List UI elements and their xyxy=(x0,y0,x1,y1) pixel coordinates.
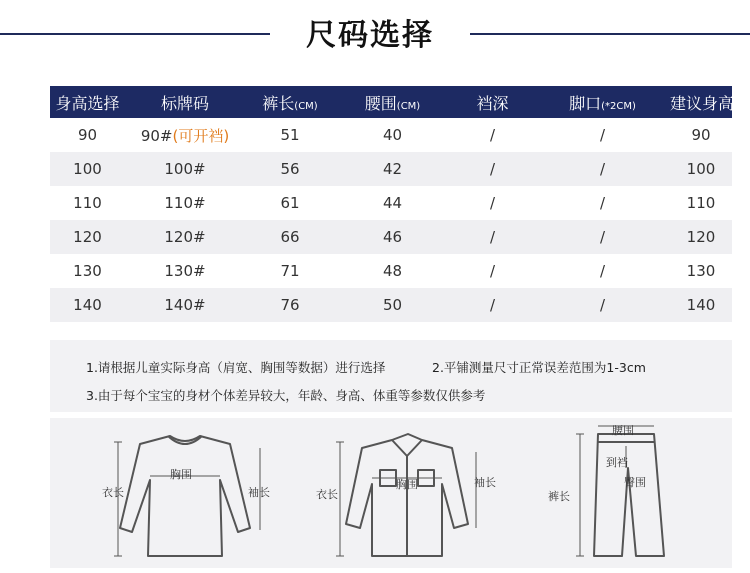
col-header-crotch: 裆深 xyxy=(476,93,509,113)
cell-suggest: 110 xyxy=(686,194,716,212)
cell-height: 120 xyxy=(73,228,102,246)
cell-crotch: / xyxy=(489,296,496,314)
sweater-length-label: 衣长 xyxy=(102,486,124,499)
cell-crotch: / xyxy=(489,126,496,144)
cell-hem: / xyxy=(599,194,606,212)
cell-waist: 44 xyxy=(382,194,403,212)
size-table xyxy=(50,86,735,322)
cell-waist: 48 xyxy=(382,262,403,280)
shirt-icon xyxy=(346,434,468,556)
open-crotch-note: (可开裆) xyxy=(172,126,230,145)
cell-height: 140 xyxy=(73,296,102,314)
col-header-hem: 脚口(*2CM) xyxy=(569,93,636,113)
cell-tag: 120# xyxy=(164,228,206,246)
table-row xyxy=(50,152,732,186)
shirt-sleeve-label: 袖长 xyxy=(474,476,496,489)
cell-hem: / xyxy=(599,160,606,178)
table-row xyxy=(50,254,732,288)
pants-length-label: 裤长 xyxy=(548,490,570,503)
note-1: 1.请根据儿童实际身高（肩宽、胸围等数据）进行选择 xyxy=(86,360,386,375)
cell-tag: 140# xyxy=(164,296,206,314)
pants-waist-label: 腰围 xyxy=(612,424,634,437)
pants-rise-label: 到裆 xyxy=(606,456,628,469)
cell-height: 90 xyxy=(77,126,98,144)
cell-pant-length: 71 xyxy=(280,262,300,280)
note-3: 3.由于每个宝宝的身材个体差异较大，年龄、身高、体重等参数仅供参考 xyxy=(86,388,486,403)
cell-suggest: 120 xyxy=(686,228,716,246)
shirt-length-label: 衣长 xyxy=(316,488,338,501)
cell-crotch: / xyxy=(489,194,496,212)
page-header xyxy=(0,0,750,70)
cell-crotch: / xyxy=(489,262,496,280)
cell-tag: 130# xyxy=(164,262,206,280)
cell-hem: / xyxy=(599,228,606,246)
cell-tag: 110# xyxy=(164,194,206,212)
cell-waist: 42 xyxy=(382,160,403,178)
table-row xyxy=(50,186,732,220)
cell-pant-length: 76 xyxy=(280,296,300,314)
cell-tag: 90#(可开裆) xyxy=(140,126,230,145)
pants-icon xyxy=(594,434,664,556)
cell-crotch: / xyxy=(489,160,496,178)
cell-height: 100 xyxy=(73,160,102,178)
title-divider-left xyxy=(0,33,270,35)
cell-pant-length: 51 xyxy=(280,126,300,144)
col-header-waist: 腰围(CM) xyxy=(364,93,421,113)
cell-suggest: 130 xyxy=(686,262,716,280)
sweater-icon xyxy=(120,436,250,556)
table-row xyxy=(50,288,732,322)
col-header-height: 身高选择 xyxy=(55,93,120,113)
cell-suggest: 140 xyxy=(686,296,716,314)
table-row xyxy=(50,220,732,254)
shirt-chest-label: 胸围 xyxy=(396,478,418,491)
col-header-pant-length: 裤长(CM) xyxy=(262,93,318,113)
cell-suggest: 90 xyxy=(691,126,711,144)
cell-height: 130 xyxy=(73,262,102,280)
sweater-chest-label: 胸围 xyxy=(170,468,192,481)
cell-waist: 46 xyxy=(382,228,403,246)
measurement-diagrams xyxy=(50,418,732,568)
cell-hem: / xyxy=(599,126,606,144)
table-header xyxy=(50,86,735,118)
cell-crotch: / xyxy=(489,228,496,246)
cell-waist: 40 xyxy=(382,126,403,144)
cell-pant-length: 61 xyxy=(280,194,300,212)
notes-panel xyxy=(50,340,732,412)
page-title: 尺码选择 xyxy=(306,18,434,53)
pants-thigh-label: 臀围 xyxy=(624,476,646,489)
col-header-suggest: 建议身高 xyxy=(670,93,735,113)
table-row xyxy=(50,118,732,152)
cell-pant-length: 66 xyxy=(280,228,300,246)
cell-pant-length: 56 xyxy=(280,160,300,178)
note-2: 2.平铺测量尺寸正常误差范围为1-3cm xyxy=(432,360,646,375)
cell-hem: / xyxy=(599,296,606,314)
title-divider-right xyxy=(470,33,750,35)
sweater-sleeve-label: 袖长 xyxy=(248,486,270,499)
cell-hem: / xyxy=(599,262,606,280)
cell-tag: 100# xyxy=(164,160,206,178)
col-header-tag: 标牌码 xyxy=(160,93,209,113)
cell-height: 110 xyxy=(73,194,102,212)
garment-illustrations xyxy=(50,418,732,568)
cell-suggest: 100 xyxy=(686,160,716,178)
cell-waist: 50 xyxy=(382,296,403,314)
